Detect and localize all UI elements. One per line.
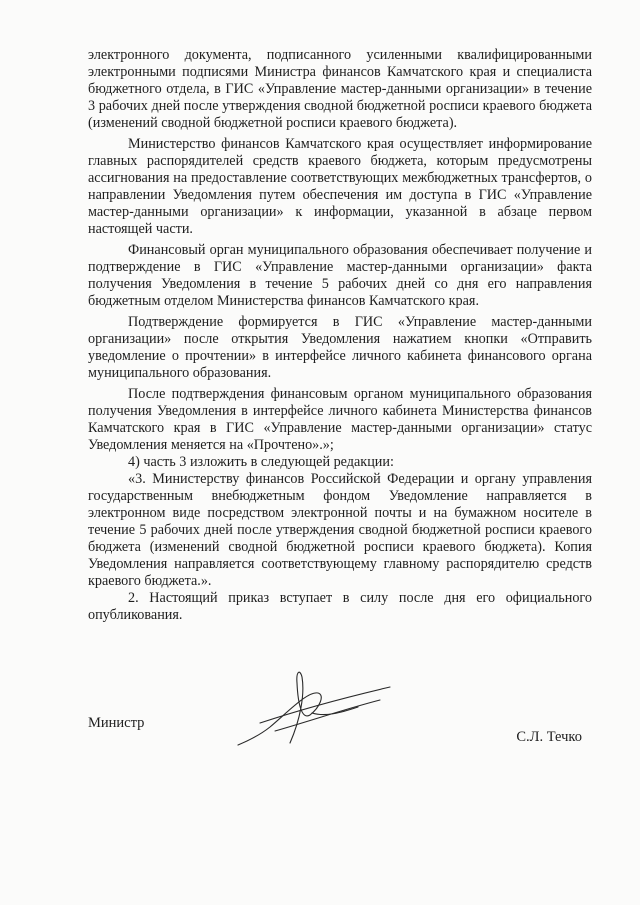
paragraph-confirmation-formed: Подтверждение формируется в ГИС «Управление мастер-данными организации» после открытия Уведомления нажатием кнопки «Отправить уведомление о прочтении» в интерфейсе личного кабинета финансового органа муниципального образования. — [88, 314, 592, 381]
paragraph-informing: Министерство финансов Камчатского края осуществляет информирование главных распорядителей средств краевого бюджета, которым предусмотрены ассигнования на предоставление соответствующих межбюджетных трансфертов, о направлении Уведомления путем обеспечения им доступа в ГИС «Управление мастер-данными организации» к информации, указанной в абзаце первом настоящей части. — [88, 136, 592, 237]
paragraph-part-3: «3. Министерству финансов Российской Федерации и органу управления государственным внебюджетным фондом Уведомление направляется в электронном виде посредством электронной почты и на бумажном носителе в течение 5 рабочих дней после утверждения сводной бюджетной росписи краевого бюджета (изменений сводной бюджетной росписи краевого бюджета). Копия Уведомления направляется соответствующему главному распорядителю средств краевого бюджета.». — [88, 471, 592, 589]
paragraph-status-change: После подтверждения финансовым органом муниципального образования получения Уведомления в интерфейсе личного кабинета Министерства финансов Камчатского края в ГИС «Управление мастер-данными организации» статус Уведомления меняется на «Прочтено».»; — [88, 386, 592, 453]
paragraph-continuation: электронного документа, подписанного усиленными квалифицированными электронными подписями Министра финансов Камчатского края и специалиста бюджетного отдела, в ГИС «Управление мастер-данными организации» в течение 3 рабочих дней после утверждения сводной бюджетной росписи краевого бюджета (изменений сводной бюджетной росписи краевого бюджета). — [88, 47, 592, 131]
signatory-name: С.Л. Течко — [516, 729, 582, 745]
document-body — [88, 47, 592, 628]
paragraph-entry-into-force: 2. Настоящий приказ вступает в силу после дня его официального опубликования. — [88, 590, 592, 623]
signatory-title: Министр — [88, 715, 145, 731]
paragraph-municipal-confirmation: Финансовый орган муниципального образования обеспечивает получение и подтверждение в ГИС «Управление мастер-данными организации» факта получения Уведомления в течение 5 рабочих дней со дня его направления бюджетным отделом Министерства финансов Камчатского края. — [88, 242, 592, 309]
signature-block — [88, 715, 592, 755]
paragraph-amendment-item: 4) часть 3 изложить в следующей редакции: — [128, 454, 394, 470]
